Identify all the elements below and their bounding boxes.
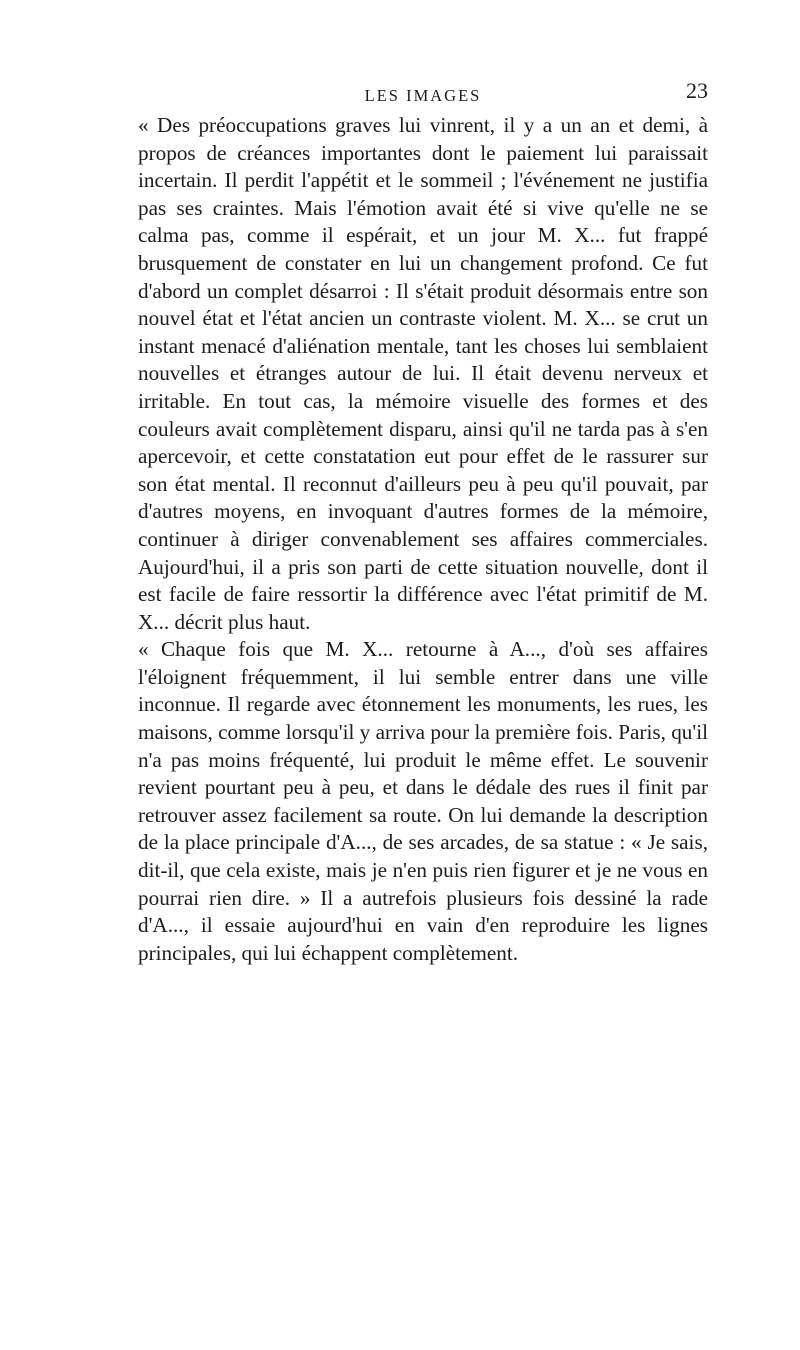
paragraph-2: « Chaque fois que M. X... retourne à A..., d'où ses affaires l'éloignent fréquemment, il lui semble entrer dans une ville inconnue. Il regarde avec étonnement les monuments, les rues, les maisons, comme lorsqu'il y arriva pour la première fois. Paris, qu'il n'a pas moins fréquenté, lui produit le même effet. Le souvenir revient pourtant peu à peu, et dans le dédale des rues il finit par retrouver assez facilement sa route. On lui demande la description de la place principale d'A..., de ses arcades, de sa statue : « Je sais, dit-il, que cela existe, mais je n'en puis rien figurer et je ne vous en pourrai rien dire. » Il a autrefois plusieurs fois dessiné la rade d'A..., il essaie aujourd'hui en vain d'en reproduire les lignes principales, qui lui échappent complètement. [138,637,708,965]
page-header [138,78,708,108]
paragraph-1: « Des préoccupations graves lui vinrent, il y a un an et demi, à propos de créances importantes dont le paiement lui paraissait incertain. Il perdit l'appétit et le sommeil ; l'événement ne justifia pas ses craintes. Mais l'émotion avait été si vive qu'elle ne se calma pas, comme il espérait, et un jour M. X... fut frappé brusquement de constater en lui un changement profond. Ce fut d'abord un complet désarroi : Il s'était produit désormais entre son nouvel état et l'état ancien un contraste violent. M. X... se crut un instant menacé d'aliénation mentale, tant les choses lui semblaient nouvelles et étranges autour de lui. Il était devenu nerveux et irritable. En tout cas, la mémoire visuelle des formes et des couleurs avait complètement disparu, ainsi qu'il ne tarda pas à s'en apercevoir, et cette constatation eut pour effet de le rassurer sur son état mental. Il reconnut d'ailleurs peu à peu qu'il pouvait, par d'autres moyens, en invoquant d'autres formes de la mémoire, continuer à diriger convenablement ses affaires commerciales. Aujourd'hui, il a pris son parti de cette situation nouvelle, dont il est facile de faire ressortir la différence avec l'état primitif de M. X... décrit plus haut. [138,113,708,634]
running-title: LES IMAGES [364,86,482,105]
page-number: 23 [686,78,708,103]
body-text [138,112,708,967]
